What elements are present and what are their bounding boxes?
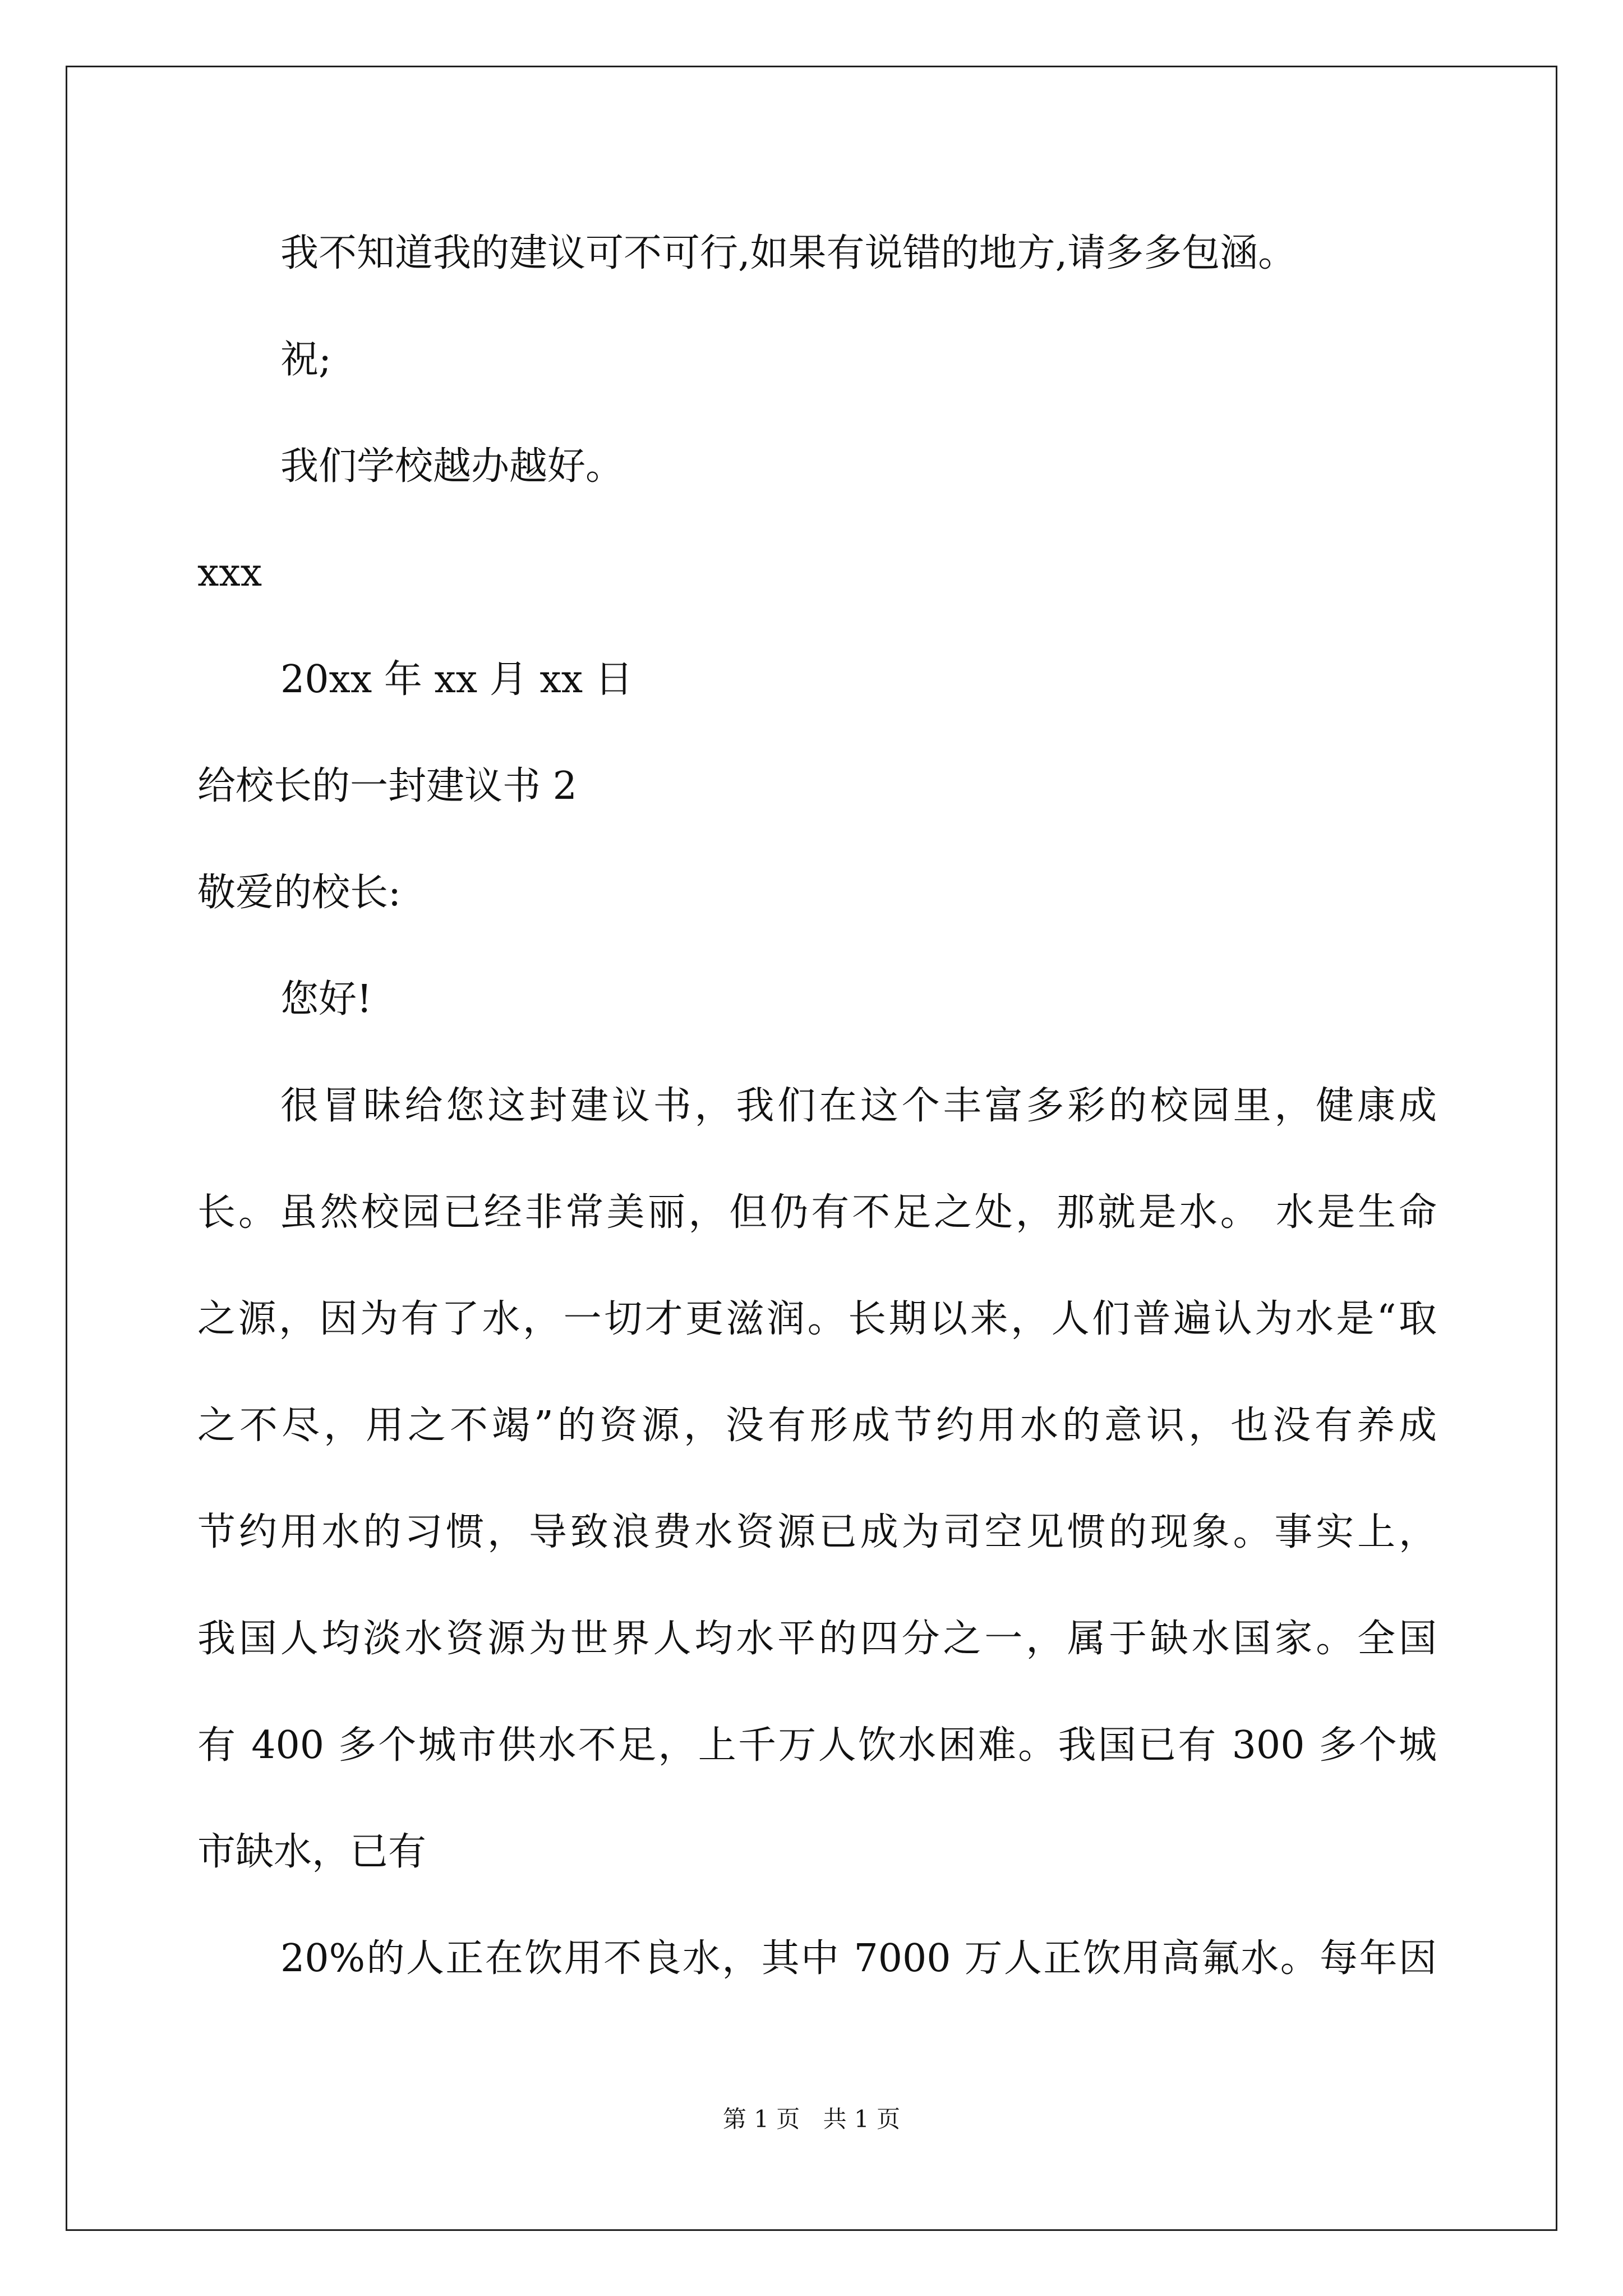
- body-line: 之不尽，用之不竭”的资源，没有形成节约用水的意识，也没有养成: [197, 1404, 1437, 1448]
- greeting: 敬爱的校长:: [197, 871, 401, 915]
- body-line: 市缺水，已有: [197, 1830, 427, 1874]
- body-line: 节约用水的习惯，导致浪费水资源已成为司空见惯的现象。事实上，: [197, 1510, 1437, 1554]
- body-line: 长。虽然校园已经非常美丽，但仍有不足之处，那就是水。 水是生命: [197, 1190, 1437, 1235]
- body-line: 之源，因为有了水，一切才更滋润。长期以来，人们普遍认为水是“取: [197, 1297, 1437, 1341]
- page-border: [66, 66, 1557, 2231]
- signature: xxx: [197, 551, 262, 595]
- page-number: 第 1 页: [722, 2105, 800, 2133]
- letter-title: 给校长的一封建议书 2: [197, 764, 577, 808]
- closing-paragraph: 我不知道我的建议可不可行,如果有说错的地方,请多多包涵。: [280, 231, 1297, 275]
- body-line: 很冒昧给您这封建议书，我们在这个丰富多彩的校园里，健康成: [280, 1084, 1437, 1128]
- page-footer: [0, 2101, 1623, 2134]
- salutation-wish-body: 我们学校越办越好。: [280, 444, 624, 489]
- greeting-hello: 您好!: [280, 977, 372, 1022]
- body-line: 20%的人正在饮用不良水，其中 7000 万人正饮用高氟水。每年因: [280, 1936, 1437, 1981]
- date: 20xx 年 xx 月 xx 日: [280, 657, 633, 702]
- salutation-wish: 祝;: [280, 338, 331, 382]
- body-line: 我国人均淡水资源为世界人均水平的四分之一，属于缺水国家。全国: [197, 1617, 1437, 1661]
- page-total: 共 1 页: [823, 2105, 901, 2133]
- body-line: 有 400 多个城市供水不足，上千万人饮水困难。我国已有 300 多个城: [197, 1723, 1437, 1768]
